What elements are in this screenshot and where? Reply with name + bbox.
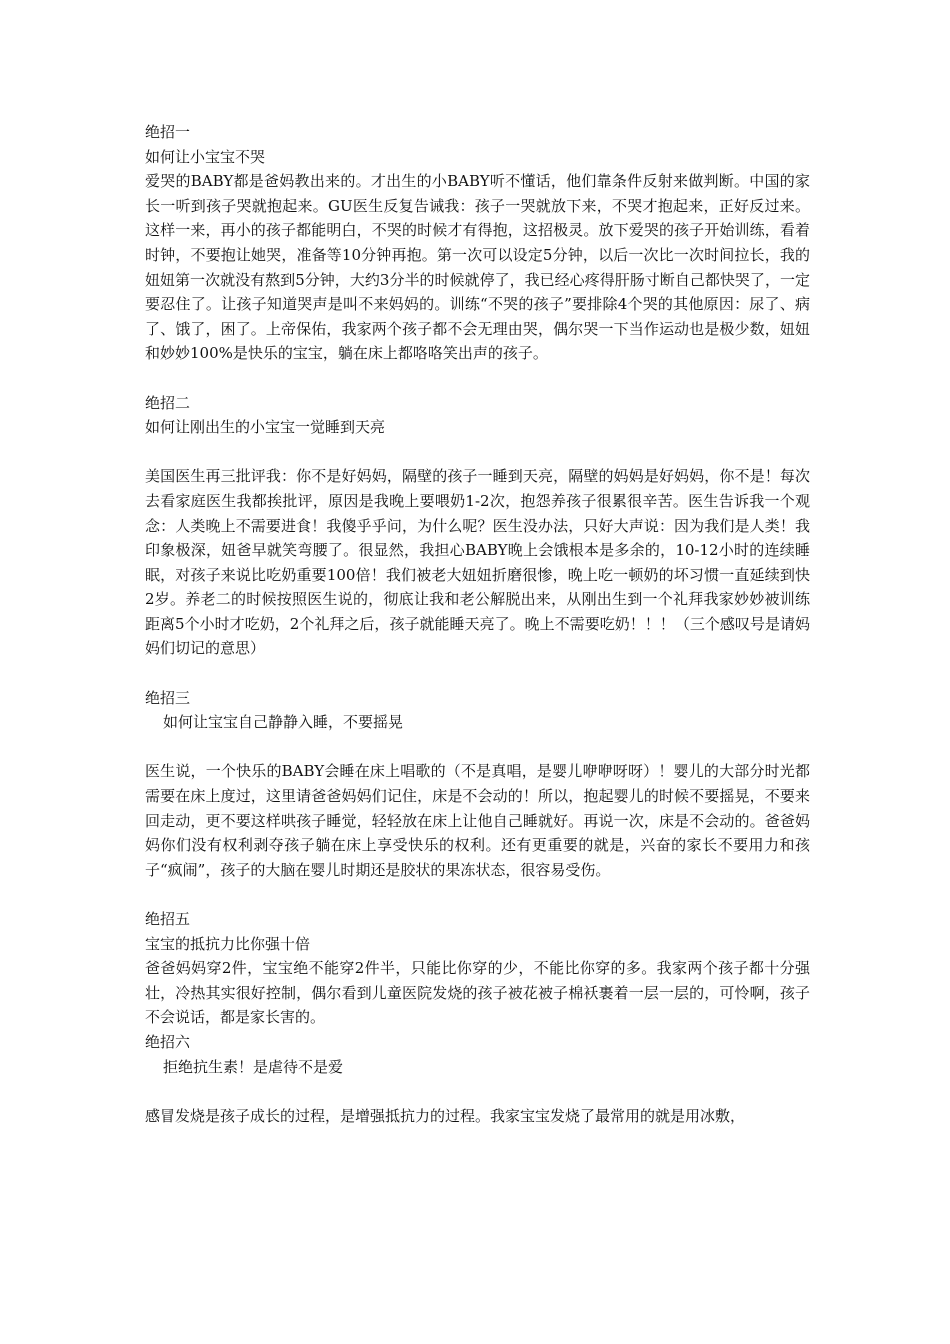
section-subtitle: 如何让宝宝自己静静入睡，不要摇晃 bbox=[163, 713, 404, 732]
section-3 bbox=[145, 686, 810, 883]
section-body: 感冒发烧是孩子成长的过程，是增强抵抗力的过程。我家宝宝发烧了最常用的就是用冰敷， bbox=[145, 1106, 746, 1125]
section-body: 美国医生再三批评我：你不是好妈妈，隔壁的孩子一睡到天亮，隔壁的妈妈是好妈妈，你不是！每次去看家庭医生我都挨批评，原因是我晚上要喂奶1-2次，抱怨养孩子很累很辛苦。医生告诉我一个观念：人类晚上不需要进食！我傻乎乎问，为什么呢？医生没办法，只好大声说：因为我们是人类！我印象极深，妞爸早就笑弯腰了。很显然，我担心BABY晚上会饿根本是多余的，10-12小时的连续睡眠，对孩子来说比吃奶重要100倍！我们被老大妞妞折磨很惨，晚上吃一顿奶的坏习惯一直延续到快2岁。养老二的时候按照医生说的，彻底让我和老公解脱出来，从刚出生到一个礼拜我家妙妙被训练距离5个小时才吃奶，2个礼拜之后，孩子就能睡天亮了。晚上不需要吃奶！！！（三个感叹号是请妈妈们切记的意思） bbox=[145, 467, 810, 658]
section-heading: 绝招二 bbox=[145, 393, 191, 412]
section-body: 爸爸妈妈穿2件，宝宝绝不能穿2件半，只能比你穿的少，不能比你穿的多。我家两个孩子都十分强壮，冷热其实很好控制，偶尔看到儿童医院发烧的孩子被花被子棉袄裹着一层一层的，可怜啊，孩子不会说话，都是家长害的。 bbox=[145, 959, 810, 1027]
section-1 bbox=[145, 120, 810, 366]
section-subtitle: 如何让刚出生的小宝宝一觉睡到天亮 bbox=[145, 418, 386, 437]
section-body: 爱哭的BABY都是爸妈教出来的。才出生的小BABY听不懂话，他们靠条件反射来做判断。中国的家长一听到孩子哭就抱起来。GU医生反复告诫我：孩子一哭就放下来，不哭才抱起来，正好反过来。这样一来，再小的孩子都能明白，不哭的时候才有得抱，这招极灵。放下爱哭的孩子开始训练，看着时钟，不要抱让她哭，准备等10分钟再抱。第一次可以设定5分钟，以后一次比一次时间拉长，我的妞妞第一次就没有熬到5分钟，大约3分半的时候就停了，我已经心疼得肝肠寸断自己都快哭了，一定要忍住了。让孩子知道哭声是叫不来妈妈的。训练“不哭的孩子”要排除4个哭的其他原因：尿了、病了、饿了，困了。上帝保佑，我家两个孩子都不会无理由哭，偶尔哭一下当作运动也是极少数，妞妞和妙妙100%是快乐的宝宝，躺在床上都咯咯笑出声的孩子。 bbox=[145, 172, 810, 363]
section-subtitle: 拒绝抗生素！是虐待不是爱 bbox=[163, 1057, 344, 1076]
section-5 bbox=[145, 907, 810, 1030]
section-heading: 绝招一 bbox=[145, 123, 191, 141]
section-body: 医生说，一个快乐的BABY会睡在床上唱歌的（不是真唱，是婴儿咿咿呀呀）！婴儿的大部分时光都需要在床上度过，这里请爸爸妈妈们记住，床是不会动的！所以，抱起婴儿的时候不要摇晃，不要来回走动，更不要这样哄孩子睡觉，轻轻放在床上让他自己睡就好。再说一次，床是不会动的。爸爸妈妈你们没有权利剥夺孩子躺在床上享受快乐的权利。还有更重要的就是，兴奋的家长不要用力和孩子“疯闹”，孩子的大脑在婴儿时期还是胶状的果冻状态，很容易受伤。 bbox=[145, 762, 810, 879]
section-heading: 绝招六 bbox=[145, 1032, 191, 1051]
section-heading: 绝招三 bbox=[145, 688, 191, 707]
section-heading: 绝招五 bbox=[145, 910, 191, 928]
section-subtitle: 宝宝的抵抗力比你强十倍 bbox=[145, 934, 311, 953]
section-2 bbox=[145, 391, 810, 662]
document-page bbox=[145, 120, 810, 1128]
section-subtitle: 如何让小宝宝不哭 bbox=[145, 147, 266, 166]
section-6 bbox=[145, 1030, 810, 1128]
